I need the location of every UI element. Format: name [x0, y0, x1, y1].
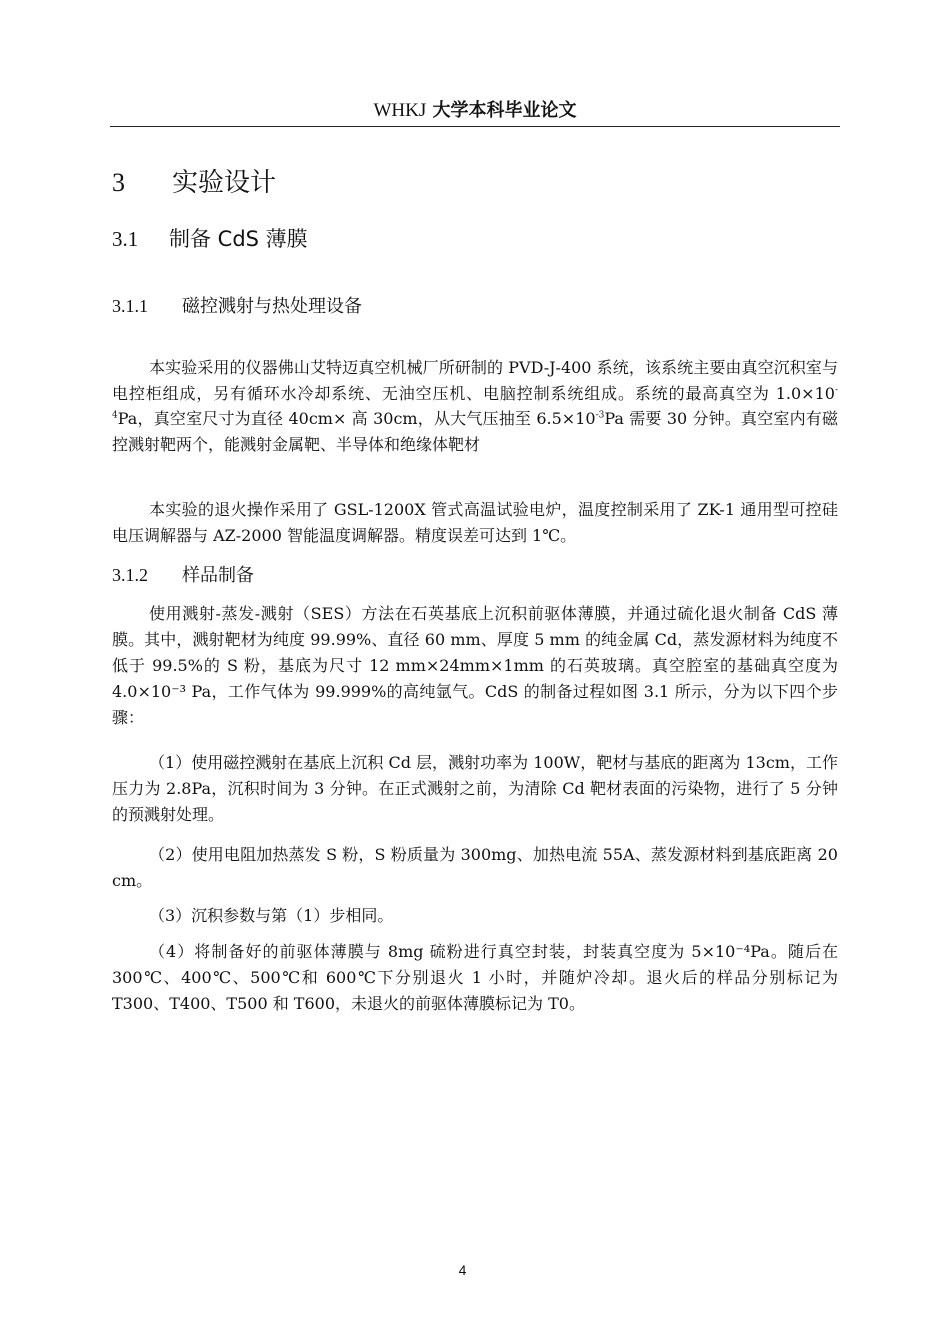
page-number: 4: [458, 1262, 467, 1278]
subsection-heading-2: [112, 561, 254, 590]
subsection-1-title: 磁控溅射与热处理设备: [182, 296, 362, 317]
exponent-1: -4: [112, 385, 838, 421]
step-3: （3）沉积参数与第（1）步相同。: [149, 906, 394, 925]
paragraph-equipment: [112, 355, 838, 457]
paragraph-annealing: 本实验的退火操作采用了 GSL-1200X 管式高温试验电炉，温度控制采用了 ZK-1 通用型可控硅电压调解器与 AZ-2000 智能温度调解器。精度误差可达到 1℃。: [112, 500, 838, 545]
paragraph-equipment-part-b: Pa，真空室尺寸为直径 40cm× 高 30cm，从大气压抽至 6.5×10: [117, 409, 596, 428]
step-4: （4）将制备好的前驱体薄膜与 8mg 硫粉进行真空封装，封装真空度为 5×10⁻⁴Pa。随后在 300℃、400℃、500℃和 600℃下分别退火 1 小时，并随炉冷却。退火后的样品分别标记为 T300、T400、T500 和 T600，未退火的前驱体薄膜标记为 T0。: [112, 942, 838, 1013]
chapter-number: 3: [112, 168, 125, 197]
page-header: [110, 98, 840, 127]
section-title: 制备 CdS 薄膜: [169, 227, 308, 251]
step-1: （1）使用磁控溅射在基底上沉积 Cd 层，溅射功率为 100W，靶材与基底的距离为 13cm，工作压力为 2.8Pa，沉积时间为 3 分钟。在正式溅射之前，为清除 Cd 靶材表面的污染物，进行了 5 分钟的预溅射处理。: [112, 753, 838, 824]
paragraph-equipment-part-c: Pa 需要 30 分钟。真空室内有磁控溅射靶两个，能溅射金属靶、半导体和绝缘体靶材: [112, 409, 838, 454]
header-latin: WHKJ: [373, 100, 427, 121]
paragraph-sample-prep: 使用溅射-蒸发-溅射（SES）方法在石英基底上沉积前驱体薄膜，并通过硫化退火制备 CdS 薄膜。其中，溅射靶材为纯度 99.99%、直径 60 mm、厚度 5 mm 的纯金属 Cd，蒸发源材料为纯度不低于 99.5%的 S 粉，基底为尺寸 12 mm×24mm×1mm 的石英玻璃。真空腔室的基础真空度为 4.0×10⁻³ Pa，工作气体为 99.999%的高纯氩气。CdS 的制备过程如图 3.1 所示，分为以下四个步骤：: [112, 604, 838, 727]
exponent-2: -3: [595, 410, 605, 421]
paragraph-equipment-part-a: 本实验采用的仪器佛山艾特迈真空机械厂所研制的 PVD-J-400 系统，该系统主要由真空沉积室与电控柜组成，另有循环水冷却系统、无油空压机、电脑控制系统组成。系统的最高真空为 1.0×10: [112, 358, 838, 403]
section-heading: [112, 224, 308, 254]
section-number: 3.1: [112, 227, 139, 251]
chapter-heading: [112, 166, 276, 200]
chapter-title: 实验设计: [172, 168, 277, 198]
subsection-2-number: 3.1.2: [112, 565, 148, 585]
subsection-2-title: 样品制备: [182, 565, 254, 586]
header-title: 大学本科毕业论文: [426, 100, 577, 121]
step-2: （2）使用电阻加热蒸发 S 粉，S 粉质量为 300mg、加热电流 55A、蒸发源材料到基底距离 20 cm。: [112, 845, 838, 890]
subsection-heading-1: [112, 292, 362, 321]
subsection-1-number: 3.1.1: [112, 296, 148, 316]
